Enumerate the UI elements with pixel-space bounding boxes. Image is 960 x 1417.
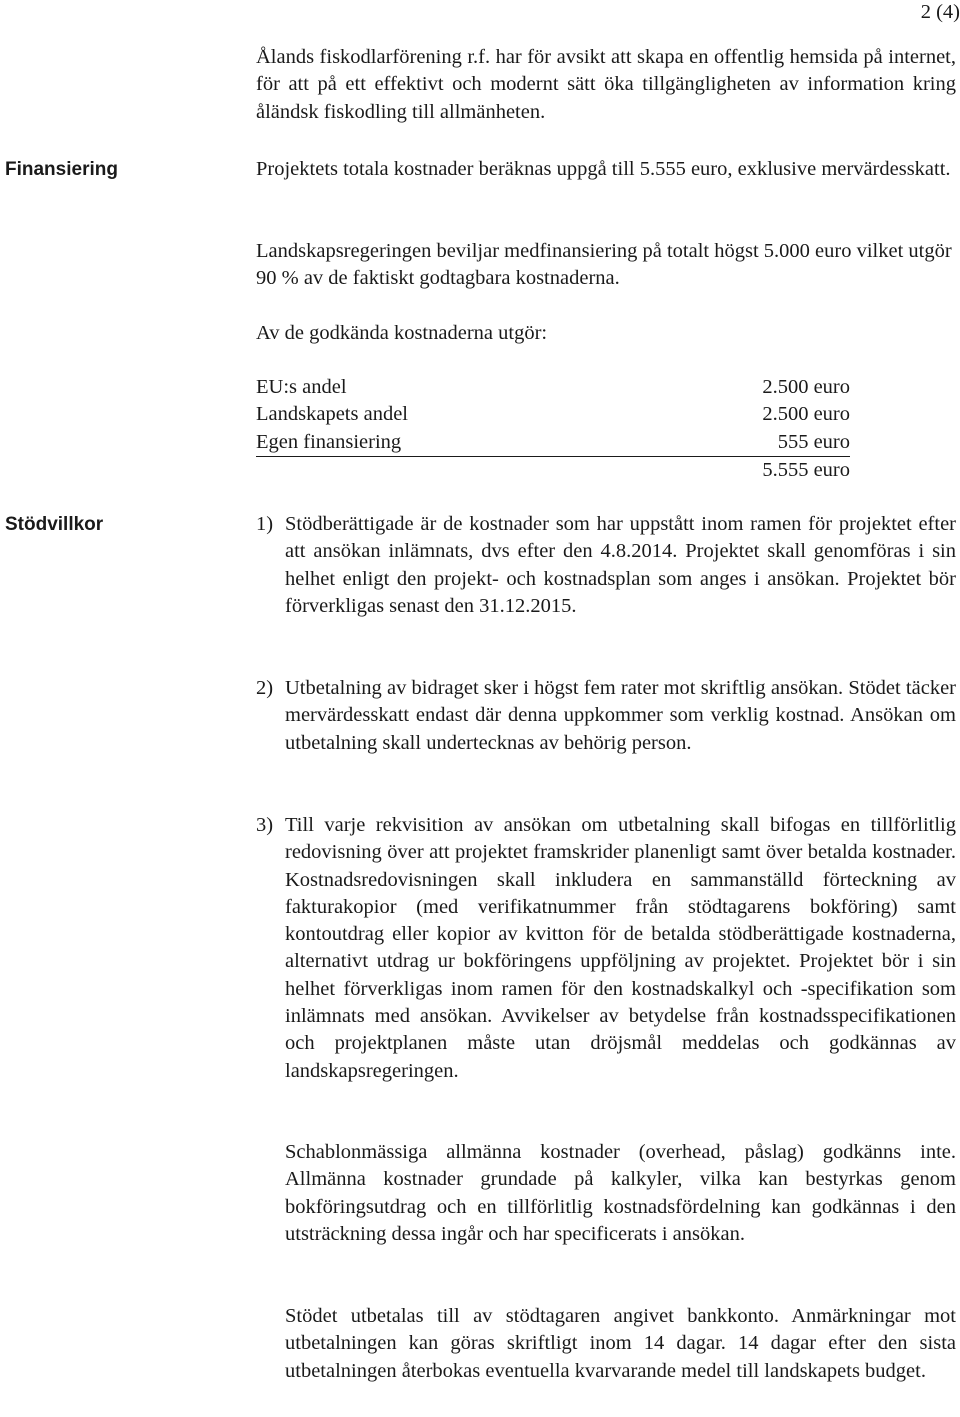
condition-text: Till varje rekvisition av ansökan om utbetalning skall bifogas en tillförlitlig redovisning över att projektet framskrider planenligt samt över betalda kostnader. Kostnadsredovisningen skall inkludera en sammanställd förteckning av fakturakopior (med verifikatnummer från stödtagarens bokföring) samt kontoutdrag eller kopior av kvitton för de betalda stödberättigade kostnaderna, alternativt utdrag ur bokföringens uppföljning av projektet. Projektet bör i sin helhet förverkligas inom ramen för den kostnadskalkyl och -specifikation som inlämnats med ansökan. Avvikelser av betydelse från kostnadsspecifikationen och projektplanen måste utan dröjsmål meddelas och godkännas av landskapsregeringen. xyxy=(285,814,956,1082)
condition-text: Stödberättigade är de kostnader som har uppstått inom ramen för projektet efter att ansökan inlämnats, dvs efter den 4.8.2014. Projektet skall genomföras i sin helhet enligt den projekt- och kostnadsplan som anges i ansökan. Projektet bör förverkligas senast den 31.12.2015. xyxy=(285,513,956,617)
payment-paragraph: Stödet utbetalas till av stödtagaren angivet bankkonto. Anmärkningar mot utbetalningen kan göras skriftligt inom 14 dagar. 14 dagar efter den sista utbetalningen återbokas eventuella kvarvarande medel till landskapets budget. xyxy=(285,1305,956,1382)
condition-number: 2) xyxy=(256,677,274,699)
heading-financing: Finansiering xyxy=(5,159,118,180)
financing-total-cost-paragraph: Projektets totala kostnader beräknas uppgå till 5.555 euro, exklusive mervärdesskatt. xyxy=(256,158,951,180)
cost-amount: 2.500 euro xyxy=(762,376,850,398)
condition-item-3 xyxy=(256,812,956,1085)
cost-label: Landskapets andel xyxy=(256,403,408,426)
condition-item-2 xyxy=(256,675,956,757)
heading-conditions: Stödvillkor xyxy=(5,514,104,535)
cost-total: 5.555 euro xyxy=(762,458,850,481)
cost-label: EU:s andel xyxy=(256,376,347,398)
condition-number: 1) xyxy=(256,513,274,535)
cost-row-own-financing xyxy=(256,429,850,457)
cost-label: Egen finansiering xyxy=(256,430,402,453)
overhead-paragraph: Schablonmässiga allmänna kostnader (overhead, påslag) godkänns inte. Allmänna kostnader grundade på kalkyler, vilka kan bestyrkas genom bokföringsutdrag och en tillförlitlig kostnadsfördelning kan godkännas i den utsträckning dessa ingår och har specificerats i ansökan. xyxy=(285,1141,956,1245)
cost-breakdown-table xyxy=(256,374,850,484)
cost-row-landskapet xyxy=(256,401,850,428)
condition-item-1 xyxy=(256,511,956,620)
cost-amount: 2.500 euro xyxy=(762,403,850,426)
condition-number: 3) xyxy=(256,814,274,836)
intro-paragraph: Ålands fiskodlarförening r.f. har för avsikt att skapa en offentlig hemsida på internet, för att på ett effektivt och modernt sätt öka tillgängligheten av information kring åländsk fiskodling till allmänheten. xyxy=(256,46,956,123)
cost-row-eu xyxy=(256,374,850,401)
cost-row-total xyxy=(256,457,850,484)
cost-amount: 555 euro xyxy=(777,430,850,453)
page-number: 2 (4) xyxy=(920,1,960,23)
financing-breakdown-intro: Av de godkända kostnaderna utgör: xyxy=(256,322,548,344)
condition-text: Utbetalning av bidraget sker i högst fem rater mot skriftlig ansökan. Stödet täcker mervärdesskatt endast där denna uppkommer som verklig kostnad. Ansökan om utbetalning skall undertecknas av behörig person. xyxy=(285,677,956,754)
financing-cofinancing-paragraph: Landskapsregeringen beviljar medfinansiering på totalt högst 5.000 euro vilket utgör 90 % av de faktiskt godtagbara kostnaderna. xyxy=(256,240,952,290)
